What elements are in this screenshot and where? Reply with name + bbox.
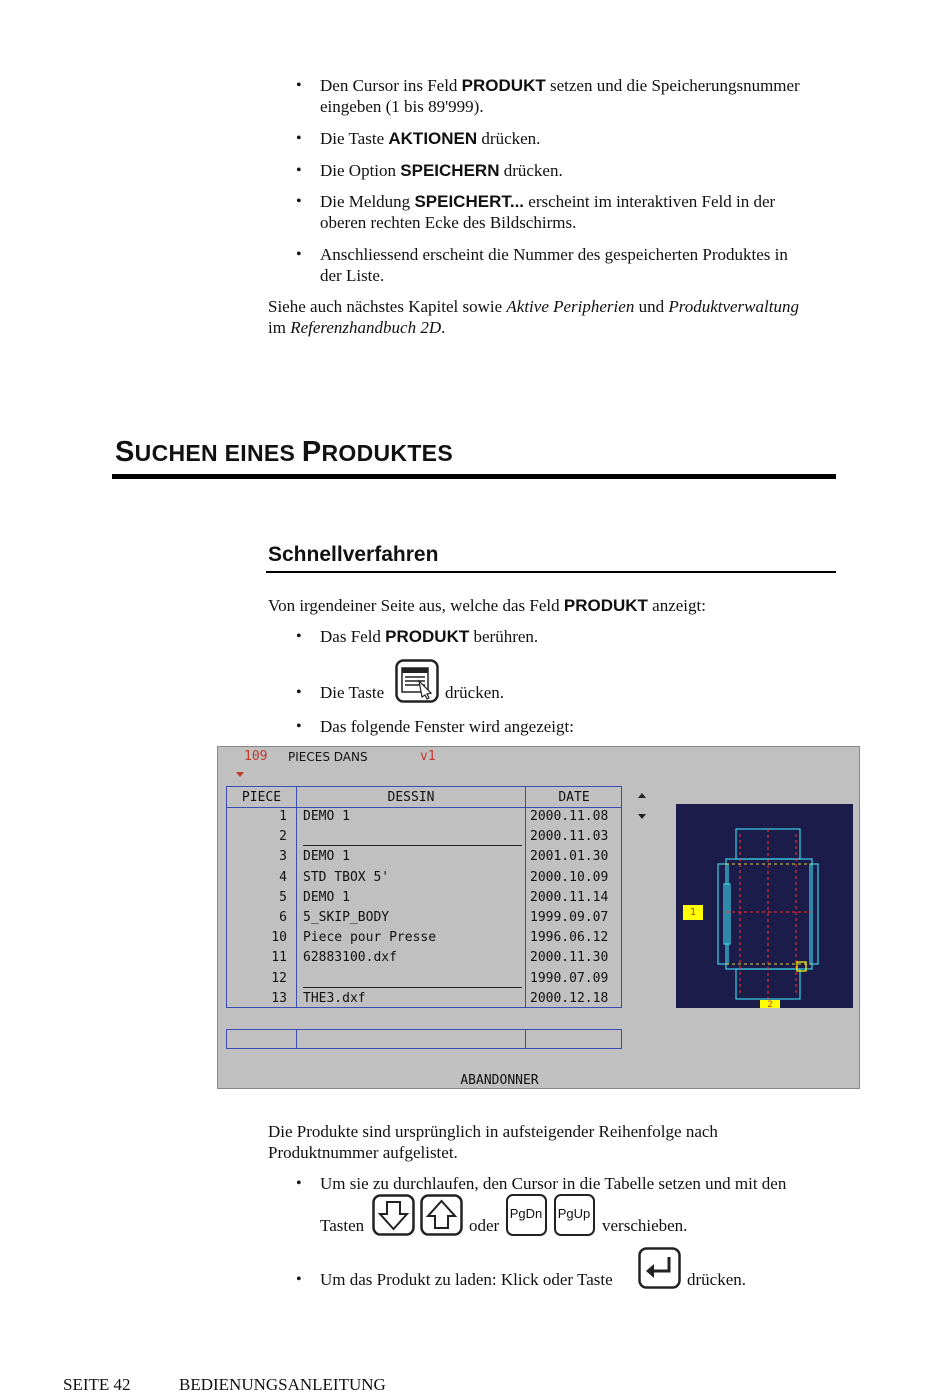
sort-arrow-icon[interactable] — [236, 772, 244, 777]
paragraph — [268, 1121, 718, 1163]
bullet-item: • Den Cursor ins Feld PRODUKT setzen und die Speicherungsnummer eingeben (1 bis 89'999). — [296, 76, 800, 116]
abandon-button[interactable]: ABANDONNER — [460, 1073, 539, 1088]
cell-dessin: DEMO 1 — [303, 889, 350, 905]
bullet-text: Die Taste — [320, 129, 389, 148]
table-input-row[interactable] — [226, 1029, 622, 1049]
cell-piece: 5 — [279, 889, 287, 905]
manual-title: BEDIENUNGSANLEITUNG — [179, 1375, 386, 1394]
table-row[interactable] — [227, 991, 621, 1011]
key-label: PgUp — [557, 1206, 591, 1221]
bold-term: SPEICHERN — [400, 161, 500, 180]
arrow-down-key-icon[interactable] — [372, 1194, 415, 1236]
cell-piece: 12 — [271, 970, 287, 986]
cell-date: 2000.11.30 — [530, 950, 609, 966]
column-divider — [525, 1030, 526, 1048]
text: Das folgende Fenster wird angezeigt: — [320, 717, 574, 736]
product-count: 109 — [244, 749, 268, 764]
cell-date: 2000.12.18 — [530, 990, 609, 1006]
bullet-text: setzen und die Speicherungsnummer — [545, 76, 800, 95]
table-row[interactable] — [227, 849, 621, 869]
key-label: PgDn — [509, 1206, 543, 1221]
text: Siehe auch nächstes Kapitel sowie — [268, 297, 507, 316]
title-cap: S — [115, 436, 135, 468]
bullet-text: erscheint im interaktiven Feld in der — [524, 192, 776, 211]
table-row[interactable] — [227, 950, 621, 970]
step-text: drücken. — [445, 683, 505, 702]
enter-key-icon[interactable] — [638, 1247, 681, 1289]
bullet-text: Anschliessend erscheint die Nummer des gespeicherten Produktes in — [320, 245, 788, 264]
preview-label: 1 — [683, 905, 703, 920]
bullet-item: • Das Feld PRODUKT berühren. — [296, 627, 539, 646]
cell-piece: 1 — [279, 809, 287, 824]
subsection-rule — [266, 571, 836, 573]
cell-dessin: DEMO 1 — [303, 809, 350, 824]
cell-dessin: STD TBOX 5' — [303, 869, 390, 885]
column-header-date[interactable]: DATE — [558, 790, 590, 805]
text: anzeigt: — [647, 596, 706, 615]
pgup-key-icon[interactable] — [554, 1194, 595, 1236]
bullet-text: drücken. — [477, 129, 541, 148]
version-label: v1 — [420, 749, 436, 764]
table-row[interactable] — [227, 930, 621, 950]
reference-link[interactable]: Produktverwaltung — [668, 297, 799, 316]
cell-date: 2000.10.09 — [530, 869, 609, 885]
bullet-text: drücken. — [687, 1270, 747, 1289]
cell-date: 2000.11.03 — [530, 829, 609, 845]
bullet-text: Den Cursor ins Feld — [320, 76, 462, 95]
text: Die Produkte sind ursprünglich in aufsteigender Reihenfolge nach — [268, 1122, 718, 1141]
cell-dessin: THE3.dxf — [303, 990, 366, 1006]
table-row[interactable] — [227, 971, 621, 991]
text: . — [441, 318, 446, 337]
cell-date: 1999.09.07 — [530, 910, 609, 925]
cell-piece: 2 — [279, 829, 287, 845]
cell-piece: 13 — [271, 990, 287, 1006]
text: Um sie zu durchlaufen, den Cursor in die Tabelle setzen und mit den — [320, 1174, 787, 1193]
bold-term: SPEICHERT... — [414, 192, 525, 211]
reference-link[interactable]: Referenzhandbuch 2D — [290, 318, 442, 337]
bullet-item: • Anschliessend erscheint die Nummer des gespeicherten Produktes in der Liste. — [296, 245, 788, 285]
text: Die Taste — [320, 683, 385, 702]
arrow-up-key-icon[interactable] — [420, 1194, 463, 1236]
cell-piece: 6 — [279, 910, 287, 925]
bullet-text: oberen rechten Ecke des Bildschirms. — [320, 213, 577, 232]
bullet-text: verschieben. — [602, 1216, 688, 1235]
text: im — [268, 318, 291, 337]
table-row[interactable] — [227, 809, 621, 829]
text: Das Feld — [320, 627, 386, 646]
product-table[interactable] — [226, 786, 622, 1008]
table-row[interactable] — [227, 910, 621, 930]
see-also-paragraph — [268, 296, 848, 338]
column-header-dessin[interactable]: DESSIN — [387, 790, 435, 805]
cell-piece: 4 — [279, 869, 287, 885]
empty-field-line — [303, 987, 522, 988]
bullet-item: • Die Taste — [296, 683, 385, 702]
cell-piece: 11 — [271, 950, 287, 966]
cell-piece: 3 — [279, 849, 287, 865]
bullet-item: • Die Option SPEICHERN drücken. — [296, 161, 563, 180]
cell-date: 2000.11.08 — [530, 809, 609, 824]
table-row[interactable] — [227, 890, 621, 910]
cell-date: 2000.11.14 — [530, 889, 609, 905]
bold-term: PRODUKT — [461, 76, 546, 95]
cell-piece: 10 — [271, 930, 287, 946]
text: Produktnummer aufgelistet. — [268, 1143, 458, 1162]
column-divider — [296, 1030, 297, 1048]
scroll-up-icon[interactable] — [638, 793, 646, 798]
text: Um das Produkt zu laden: Klick oder Taste — [320, 1270, 613, 1289]
text: Von irgendeiner Seite aus, welche das Feld — [268, 596, 564, 615]
title-cap: P — [301, 436, 322, 468]
subsection-title: Schnellverfahren — [268, 543, 439, 566]
bullet-text: Die Meldung — [320, 192, 415, 211]
bullet-text: der Liste. — [320, 266, 385, 285]
table-row[interactable] — [227, 870, 621, 890]
header-divider — [227, 807, 621, 808]
bullet-text: oder — [469, 1216, 500, 1235]
bullet-text: Die Option — [320, 161, 401, 180]
cell-date: 1996.06.12 — [530, 930, 609, 946]
bullet-item: • Um das Produkt zu laden: Klick oder Taste — [296, 1270, 613, 1289]
text: und — [634, 297, 669, 316]
bold-term: AKTIONEN — [388, 129, 478, 148]
pgdn-key-icon[interactable] — [506, 1194, 547, 1236]
bold-term: PRODUKT — [563, 596, 648, 615]
bullet-item: • Die Meldung SPEICHERT... erscheint im interaktiven Feld in der oberen rechten Ecke des Bildschirms. — [296, 192, 776, 232]
bold-term: PRODUKT — [385, 627, 470, 646]
bullet-item: • Um sie zu durchlaufen, den Cursor in die Tabelle setzen und mit den — [296, 1174, 787, 1193]
cell-dessin: Piece pour Presse — [303, 930, 437, 946]
preview-label: 2 — [760, 1000, 780, 1008]
bullet-item: • Die Taste AKTIONEN drücken. — [296, 129, 541, 148]
cell-date: 1990.07.09 — [530, 970, 609, 986]
section-rule — [112, 474, 836, 479]
cell-dessin: 5_SKIP_BODY — [303, 910, 390, 925]
empty-field-line — [303, 845, 522, 846]
page-number: SEITE 42 — [63, 1375, 131, 1394]
title-rest: RODUKTES — [321, 440, 453, 466]
cell-dessin: DEMO 1 — [303, 849, 350, 865]
lead-paragraph — [268, 595, 706, 616]
reference-link[interactable]: Aktive Peripherien — [506, 297, 635, 316]
column-header-piece[interactable]: PIECE — [241, 790, 282, 805]
scroll-down-icon[interactable] — [638, 814, 646, 819]
product-preview — [676, 804, 853, 1008]
pieces-label: PIECES DANS — [288, 750, 368, 764]
title-rest: UCHEN EINES — [134, 440, 302, 466]
bullet-item: • Das folgende Fenster wird angezeigt: — [296, 717, 574, 736]
list-window-icon[interactable] — [395, 659, 439, 703]
text: berühren. — [469, 627, 539, 646]
bullet-text: Tasten — [320, 1216, 365, 1235]
cell-date: 2001.01.30 — [530, 849, 609, 865]
bullet-text: drücken. — [499, 161, 563, 180]
section-title — [115, 436, 453, 469]
bullet-text: eingeben (1 bis 89'999). — [320, 97, 484, 116]
cell-dessin: 62883100.dxf — [303, 950, 397, 966]
table-row[interactable] — [227, 829, 621, 849]
